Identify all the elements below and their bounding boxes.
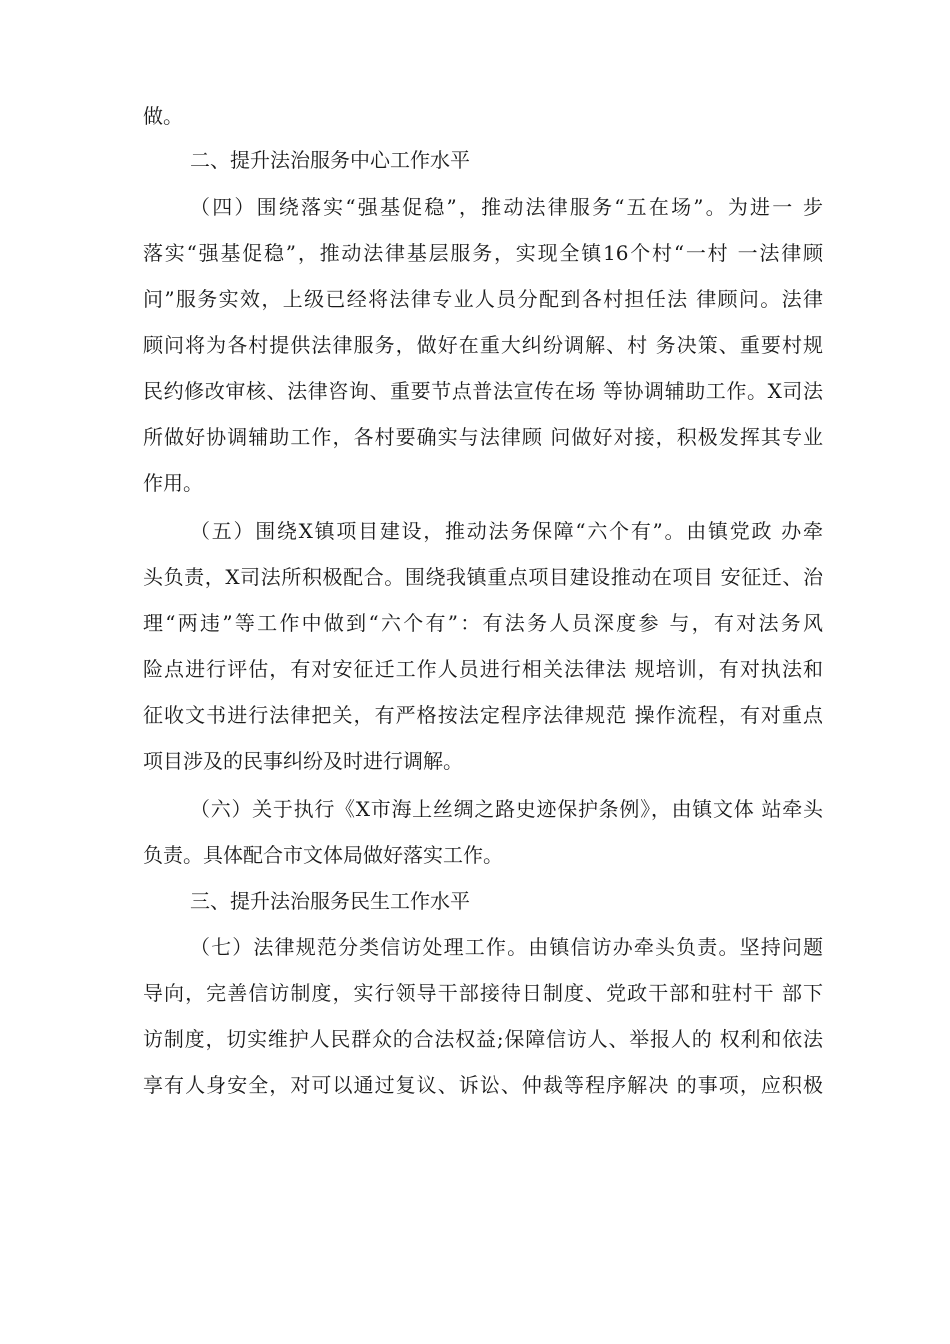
paragraph-line: 险点进行评估，有对安征迁工作人员进行相关法律法 规培训，有对执法和 bbox=[143, 657, 823, 681]
paragraph-line: 导向，完善信访制度，实行领导干部接待日制度、党政干部和驻村干 部下 bbox=[143, 981, 823, 1005]
section-heading: 三、提升法治服务民生工作水平 bbox=[190, 889, 470, 913]
paragraph-line: 民约修改审核、法律咨询、重要节点普法宣传在场 等协调辅助工作。X司法 bbox=[143, 379, 823, 403]
paragraph-line: 负责。具体配合市文体局做好落实工作。 bbox=[143, 843, 503, 867]
paragraph-line: （六）关于执行《X市海上丝绸之路史迹保护条例》，由镇文体 站牵头 bbox=[190, 797, 823, 821]
paragraph-line: 理“两违”等工作中做到“六个有”：有法务人员深度参 与，有对法务风 bbox=[143, 611, 823, 635]
paragraph-line: 访制度，切实维护人民群众的合法权益;保障信访人、举报人的 权利和依法 bbox=[143, 1027, 823, 1051]
paragraph-line: 落实“强基促稳”，推动法律基层服务，实现全镇16个村“一村 一法律顾 bbox=[143, 241, 823, 265]
paragraph-line: 问”服务实效，上级已经将法律专业人员分配到各村担任法 律顾问。法律 bbox=[143, 287, 823, 311]
paragraph-line: 顾问将为各村提供法律服务，做好在重大纠纷调解、村 务决策、重要村规 bbox=[143, 333, 823, 357]
paragraph-line: （四）围绕落实“强基促稳”，推动法律服务“五在场”。为进一 步 bbox=[190, 195, 823, 219]
paragraph-line: 征收文书进行法律把关，有严格按法定程序法律规范 操作流程，有对重点 bbox=[143, 703, 823, 727]
paragraph-line: （七）法律规范分类信访处理工作。由镇信访办牵头负责。坚持问题 bbox=[190, 935, 823, 959]
paragraph-line: 头负责，X司法所积极配合。围绕我镇重点项目建设推动在项目 安征迁、治 bbox=[143, 565, 823, 589]
paragraph-line: （五）围绕X镇项目建设，推动法务保障“六个有”。由镇党政 办牵 bbox=[190, 519, 823, 543]
paragraph-line: 项目涉及的民事纠纷及时进行调解。 bbox=[143, 749, 463, 773]
paragraph-line: 所做好协调辅助工作，各村要确实与法律顾 问做好对接，积极发挥其专业 bbox=[143, 425, 823, 449]
section-heading: 二、提升法治服务中心工作水平 bbox=[190, 148, 470, 172]
paragraph-line: 做。 bbox=[143, 104, 183, 128]
paragraph-line: 享有人身安全，对可以通过复议、诉讼、仲裁等程序解决 的事项，应积极 bbox=[143, 1073, 823, 1097]
paragraph-line: 作用。 bbox=[143, 471, 203, 495]
